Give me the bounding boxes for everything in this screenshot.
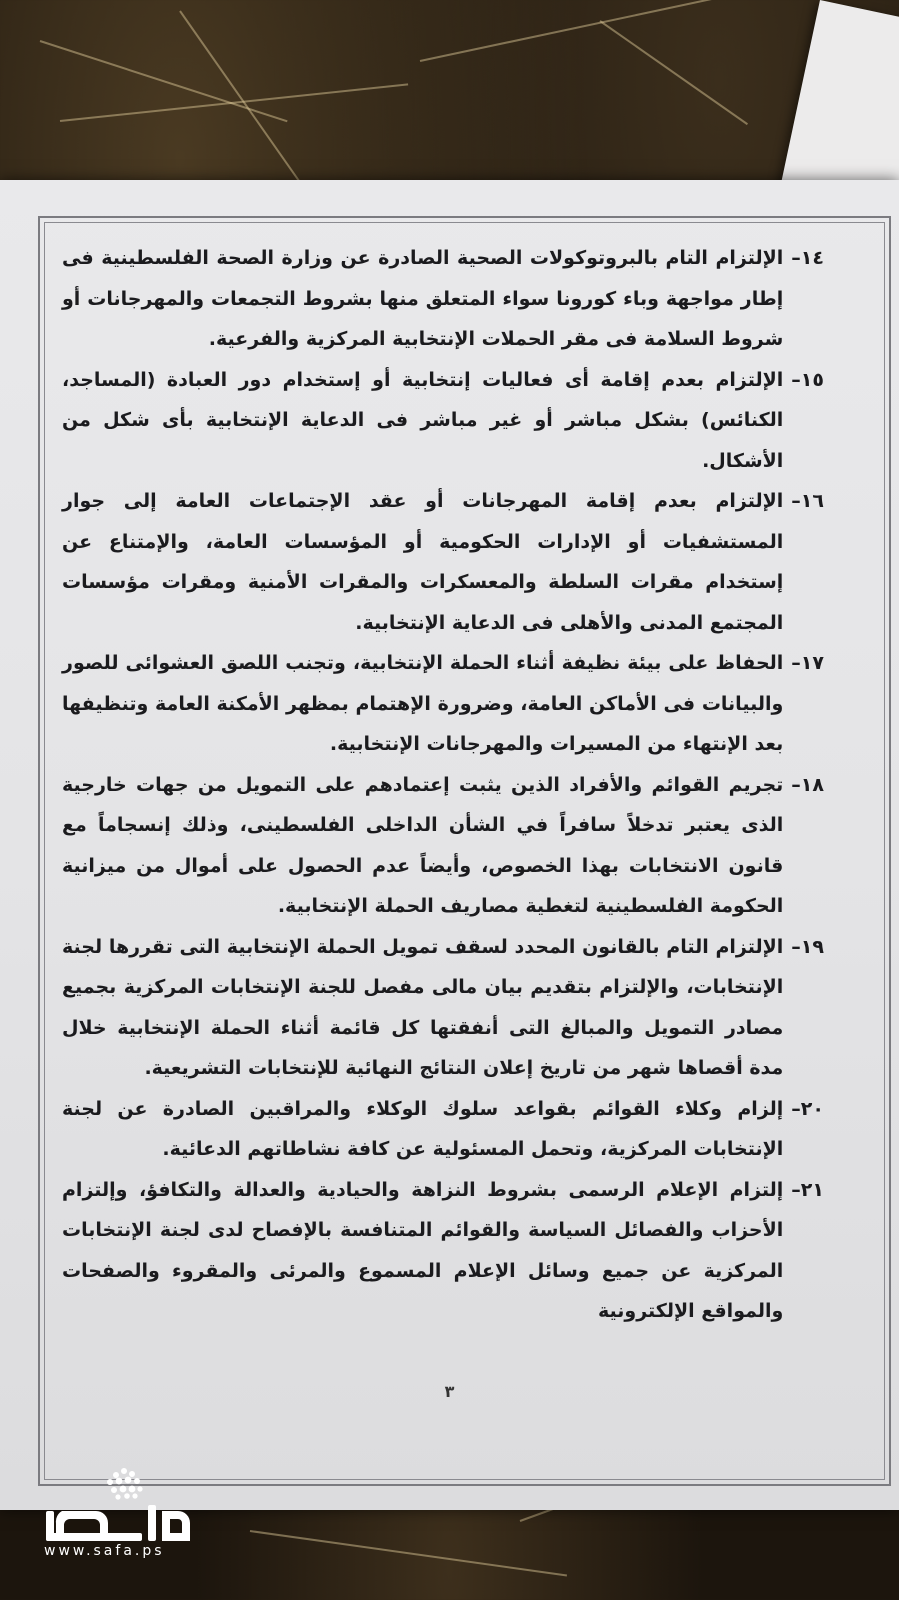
safa-logo-mark-icon	[44, 1465, 194, 1545]
clause-text: تجريم القوائم والأفراد الذين يثبت إعتمادهم على التمويل من جهات خارجية الذى يعتبر تدخلاً سافراً في الشأن الداخلى الفلسطينى، وذلك إنسجاماً مع قانون الانتخابات بهذا الخصوص، وأيضاً عدم الحصول على أموال من ميزانية الحكومة الفلسطينية لتغطية مصاريف الحملة الإنتخابية.	[62, 773, 784, 917]
clause-18	[62, 765, 824, 927]
clause-17	[62, 643, 824, 765]
clause-text: الإلتزام التام بالبروتوكولات الصحية الصادرة عن وزارة الصحة الفلسطينية فى إطار مواجهة وباء كورونا سواء المتعلق منها بشروط التجمعات والمهرجانات أو شروط السلامة فى مقر الحملات الإنتخابية المركزية والفرعية.	[62, 247, 784, 350]
marble-vein	[420, 0, 714, 62]
clause-15	[62, 360, 824, 482]
clause-number: ٢٠–	[791, 1097, 824, 1120]
clause-number: ١٦–	[791, 490, 824, 512]
clause-number: ١٧–	[791, 652, 824, 674]
safa-logo	[44, 1465, 204, 1565]
clause-20	[62, 1089, 824, 1170]
clause-number: ١٥–	[791, 368, 824, 391]
clause-19	[62, 927, 824, 1089]
clause-16	[62, 481, 824, 643]
clause-number: ١٤–	[791, 247, 824, 269]
clause-number: ١٨–	[791, 773, 824, 796]
marble-vein	[599, 20, 748, 125]
document-page	[0, 180, 899, 1510]
clause-text: الإلتزام التام بالقانون المحدد لسقف تمويل الحملة الإنتخابية التى تقررها لجنة الإنتخابات، والإلتزام بتقديم بيان مالى مفصل للجنة الإنتخابات المركزية بجميع مصادر التمويل والمبالغ التى أنفقتها كل قائمة أثناء الحملة الإنتخابية خلال مدة أقصاها شهر من تاريخ إعلان النتائج النهائية للإنتخابات التشريعية.	[62, 935, 784, 1079]
safa-url: www.safa.ps	[44, 1543, 165, 1559]
clause-14	[62, 238, 824, 360]
page-number: ٣	[444, 1382, 455, 1401]
marble-vein	[250, 1530, 567, 1577]
clause-text: إلتزام الإعلام الرسمى بشروط النزاهة والحيادية والعدالة والتكافؤ، وإلتزام الأحزاب والفصائل السياسة والقوائم المتنافسة بالإفصاح لدى لجنة الإنتخابات المركزية عن جميع وسائل الإعلام المسموع والمرئى والمقروء والصفحات والمواقع الإلكترونية	[62, 1178, 784, 1322]
clause-number: ١٩–	[791, 935, 824, 958]
clauses-list	[62, 238, 824, 1332]
clause-21	[62, 1170, 824, 1332]
clause-text: إلزام وكلاء القوائم بقواعد سلوك الوكلاء والمراقبين الصادرة عن لجنة الإنتخابات المركزية، وتحمل المسئولية عن كافة نشاطاتهم الدعائية.	[62, 1097, 784, 1160]
clause-number: ٢١–	[791, 1178, 824, 1201]
clause-text: الإلتزام بعدم إقامة المهرجانات أو عقد الإجتماعات العامة إلى جوار المستشفيات أو الإدارات الحكومية أو المؤسسات العامة، والإمتناع عن إستخدام مقرات السلطة والمعسكرات والمقرات الأمنية ومقرات مؤسسات المجتمع المدنى والأهلى فى الدعاية الإنتخابية.	[62, 490, 784, 634]
clause-text: الإلتزام بعدم إقامة أى فعاليات إنتخابية أو إستخدام دور العبادة (المساجد، الكنائس) بشكل مباشر أو غير مباشر فى الدعاية الإنتخابية بأى شكل من الأشكال.	[62, 368, 784, 472]
clause-text: الحفاظ على بيئة نظيفة أثناء الحملة الإنتخابية، وتجنب اللصق العشوائى للصور والبيانات فى الأماكن العامة، وضرورة الإهتمام بمظهر الأمكنة العامة وتنظيفها بعد الإنتهاء من المسيرات والمهرجانات الإنتخابية.	[62, 652, 784, 755]
